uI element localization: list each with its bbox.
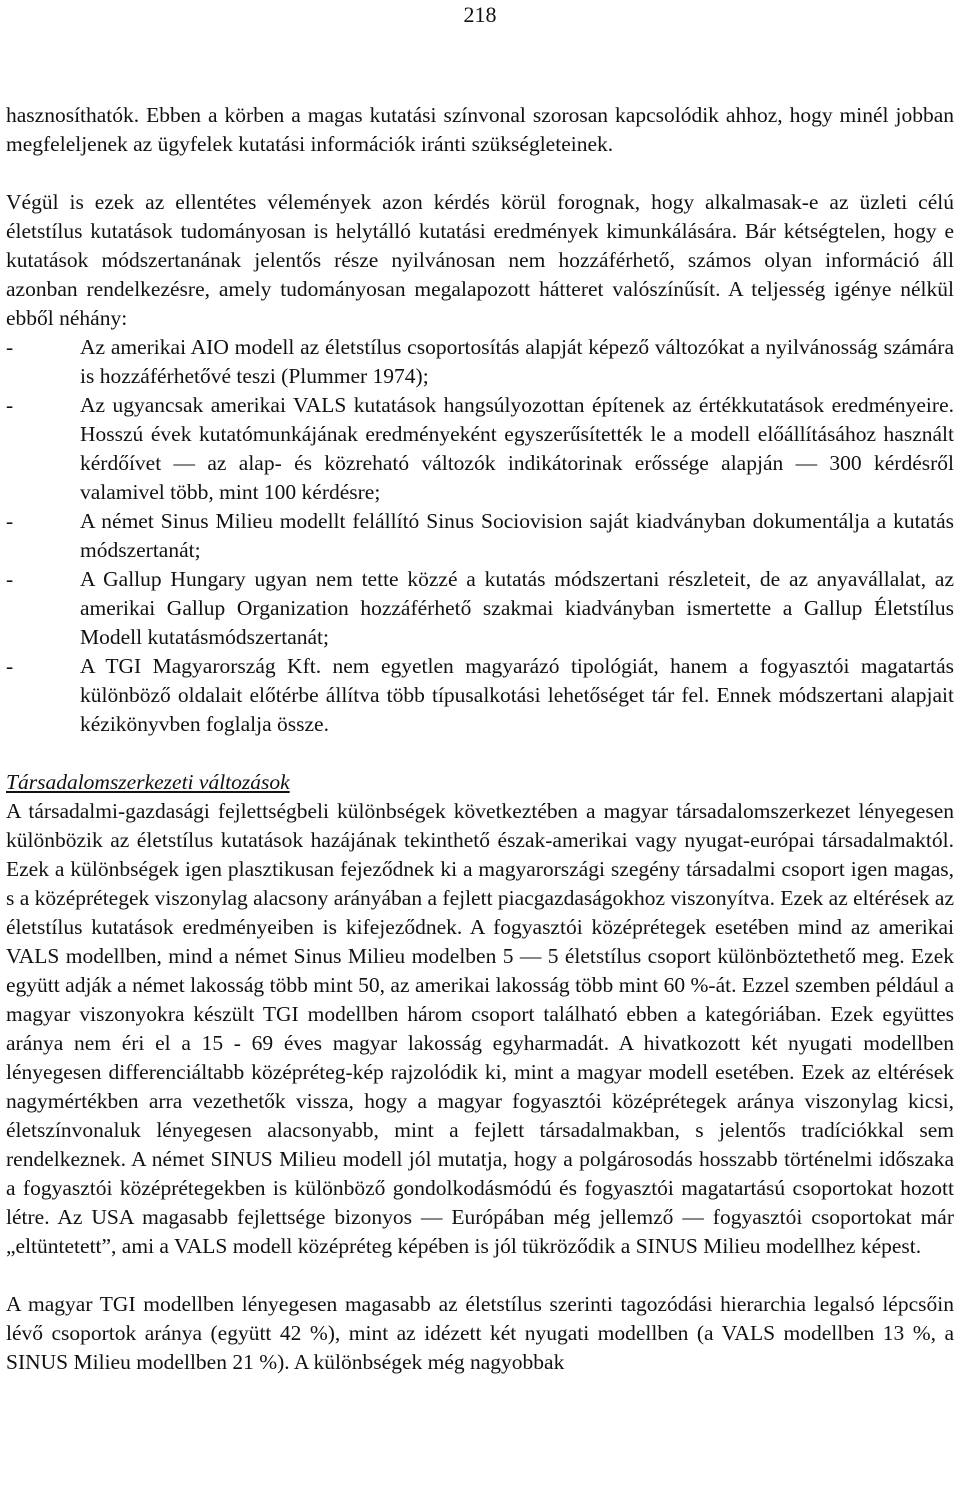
section-heading: Társadalomszerkezeti változások — [6, 770, 290, 794]
list-dash: - — [6, 393, 14, 417]
list-item — [6, 652, 954, 739]
document-body — [6, 101, 954, 1377]
list-dash: - — [6, 654, 14, 678]
bullet-list — [6, 333, 954, 739]
list-item-text: A Gallup Hungary ugyan nem tette közzé a kutatás módszertani részleteit, de az anyavállalat, az amerikai Gallup Organization hozzáférhető szakmai kiadványban ismertette a Gallup Életstílus Modell kutatásmódszertanát; — [80, 567, 954, 649]
paragraph: A magyar TGI modellben lényegesen magasabb az életstílus szerinti tagozódási hierarchia legalsó lépcsőin lévő csoportok aránya (együtt 42 %), mint az idézett két nyugati modellben (a VALS modellben 13 %, a SINUS Milieu modellben 21 %). A különbségek még nagyobbak — [6, 1292, 954, 1374]
list-item — [6, 333, 954, 391]
list-item — [6, 565, 954, 652]
list-item-text: A TGI Magyarország Kft. nem egyetlen magyarázó tipológiát, hanem a fogyasztói magatartás különböző oldalait előtérbe állítva több típusalkotási lehetőséget tár fel. Ennek módszertani alapjait kézikönyvben foglalja össze. — [80, 654, 954, 736]
paragraph: Végül is ezek az ellentétes vélemények azon kérdés körül forognak, hogy alkalmasak-e az üzleti célú életstílus kutatások tudományosan is helytálló kutatási eredmények kimunkálására. Bár kétségtelen, hogy e kutatások módszertanának jelentős része nyilvánosan nem hozzáférhető, számos olyan információ áll azonban rendelkezésre, amely tudományosan megalapozott hátteret valószínűsít. A teljesség igénye nélkül ebből néhány: — [6, 190, 954, 330]
list-dash: - — [6, 509, 14, 533]
list-item-text: Az ugyancsak amerikai VALS kutatások hangsúlyozottan építenek az értékkutatások eredményeire. Hosszú évek kutatómunkájának eredményeként egyszerűsítették le a modell előállításához használt kérdőívet — az alap- és közreható változók indikátorinak erőssége alapján — 300 kérdésről valamivel több, mint 100 kérdésre; — [80, 393, 954, 504]
list-dash: - — [6, 567, 14, 591]
paragraph: A társadalmi-gazdasági fejlettségbeli különbségek következtében a magyar társadalomszerkezet lényegesen különbözik az életstílus kutatások hazájának tekinthető észak-amerikai vagy nyugat-európai társadalmaktól. Ezek a különbségek igen plasztikusan fejeződnek ki a magyarországi szegény társadalmi csoport igen magas, s a középrétegek viszonylag alacsony arányában a fejlett piacgazdaságokhoz viszonyítva. Ezek az eltérések az életstílus kutatások eredményeiben is kifejeződnek. A fogyasztói középrétegek esetében mind az amerikai VALS modellben, mind a német Sinus Milieu modelben 5 — 5 életstílus csoport különböztethető meg. Ezek együtt adják a német lakosság több mint 50, az amerikai lakosság több mint 60 %-át. Ezzel szemben például a magyar viszonyokra készült TGI modellben három csoport található ebben a kategóriában. Ezek együttes aránya nem éri el a 15 - 69 éves magyar lakosság egyharmadát. A hivatkozott két nyugati modellben lényegesen differenciáltabb középréteg-kép rajzolódik ki, mint a magyar modell esetében. Ezek az eltérések nagymértékben arra vezethetők vissza, hogy a magyar fogyasztói középrétegek aránya viszonylag kicsi, életszínvonaluk lényegesen alacsonyabb, mint a fejlett társadalmakban, s jelentős tradíciókkal sem rendelkeznek. A német SINUS Milieu modell jól mutatja, hogy a polgárosodás hosszabb történelmi időszaka a fogyasztói középrétegekben is különböző gondolkodásmódú és fogyasztói magatartású csoportokat hozott létre. Az USA magasabb fejlettsége bizonyos — Európában még jellemző — fogyasztói csoportokat már „eltüntetett”, ami a VALS modell középréteg képében is jól tükröződik a SINUS Milieu modellhez képest. — [6, 799, 954, 1258]
paragraph-gap — [6, 159, 954, 188]
list-item — [6, 507, 954, 565]
list-item-text: Az amerikai AIO modell az életstílus csoportosítás alapját képező változókat a nyilvánosság számára is hozzáférhetővé teszi (Plummer 1974); — [80, 335, 954, 388]
list-item-text: A német Sinus Milieu modellt felállító Sinus Sociovision saját kiadványban dokumentálja a kutatás módszertanát; — [80, 509, 954, 562]
page-number: 218 — [463, 2, 497, 27]
paragraph: hasznosíthatók. Ebben a körben a magas kutatási színvonal szorosan kapcsolódik ahhoz, hogy minél jobban megfeleljenek az ügyfelek kutatási információk iránti szükségleteinek. — [6, 103, 954, 156]
paragraph-gap — [6, 739, 954, 768]
list-item — [6, 391, 954, 507]
paragraph-gap — [6, 1261, 954, 1290]
list-dash: - — [6, 335, 14, 359]
